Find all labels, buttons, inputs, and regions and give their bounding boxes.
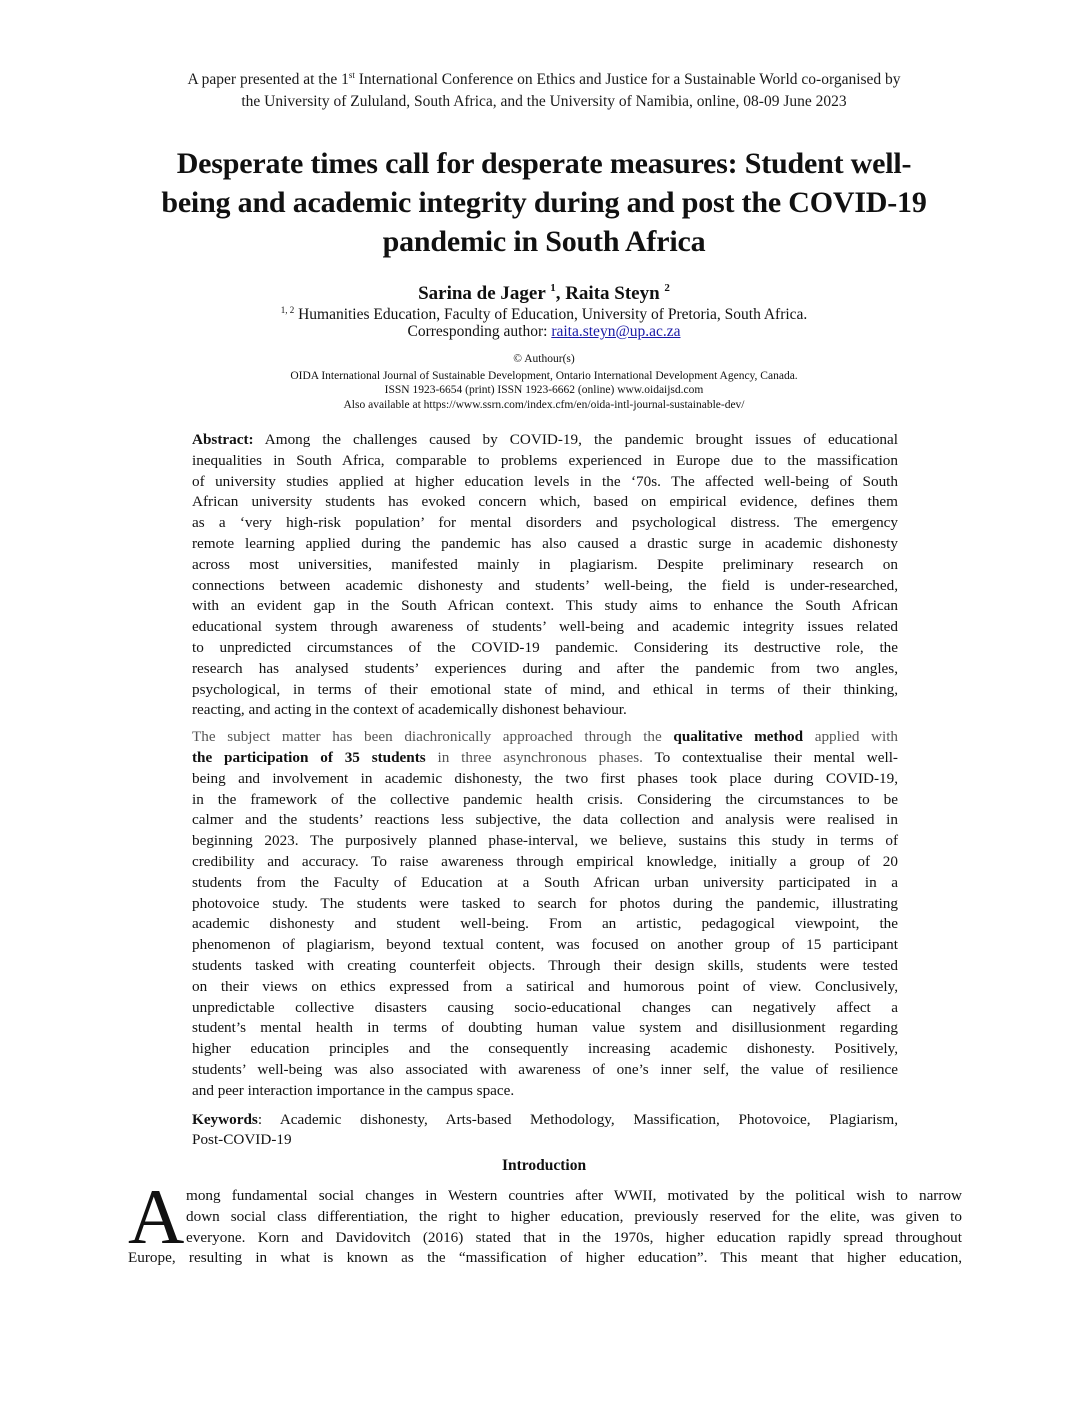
conference-note — [0, 64, 1088, 113]
text-line: calmer and the students’ reactions less subjective, the data collection and analysis were realised in — [192, 811, 898, 829]
text-line: research has analysed students’ experiences during and after the pandemic from two angles, — [192, 659, 898, 677]
text-line: higher education principles and the consequently increasing academic dishonesty. Positively, — [192, 1040, 898, 1058]
text-line: beginning 2023. The purposively planned phase-interval, we believe, sustains this study in terms of — [192, 832, 898, 850]
text-line: Keywords: Academic dishonesty, Arts-based Methodology, Massification, Photovoice, Plagiarism, — [192, 1110, 898, 1128]
abstract — [192, 430, 898, 1151]
text-line: Abstract: Among the challenges caused by COVID-19, the pandemic brought issues of educational — [192, 431, 898, 448]
title-line: Desperate times call for desperate measures: Student well- — [176, 147, 912, 180]
text-line: psychological, in terms of their emotional state of mind, and ethical in terms of their thinking, — [192, 680, 898, 698]
title-line: pandemic in South Africa — [382, 225, 706, 258]
text-line: with an evident gap in the South African context. This study aims to enhance the South African — [192, 597, 898, 615]
text-line: everyone. Korn and Davidovitch (2016) stated that in the 1970s, higher education rapidly spread throughout — [186, 1228, 962, 1246]
text-line: phenomenon of plagiarism, beyond textual content, was focused on another group of 15 participant — [192, 936, 898, 954]
text-line: and peer interaction importance in the campus space. — [192, 1081, 515, 1099]
keywords-label: Keywords — [192, 1110, 258, 1128]
paper-title — [100, 144, 988, 261]
text-line: on their views on ethics expressed from a satirical and humorous point of view. Conclusively, — [192, 977, 898, 995]
abstract-paragraph-2 — [192, 727, 898, 1101]
text-line: The subject matter has been diachronically approached through the qualitative method applied with — [192, 728, 899, 746]
text-line: in the framework of the collective pandemic health crisis. Considering the circumstances to be — [192, 790, 898, 808]
text-line: academic dishonesty and student well-being. From an artistic, pedagogical viewpoint, the — [192, 915, 898, 933]
text-line: credibility and accuracy. To raise awareness through empirical knowledge, initially a group of 20 — [192, 852, 898, 870]
text-line: across most universities, manifested mainly in plagiarism. Despite preliminary research on — [192, 555, 898, 573]
journal-name: OIDA International Journal of Sustainable Development, Ontario International Development Agency, Canada. — [290, 369, 798, 382]
text-line: connections between academic dishonesty and students’ well-being, the field is under-researched, — [192, 576, 898, 594]
conference-line-2: the University of Zululand, South Africa, and the University of Namibia, online, 08-09 June 2023 — [241, 93, 847, 110]
title-line: being and academic integrity during and post the COVID-19 — [161, 186, 927, 219]
text-line: students tasked with creating counterfeit objects. Through their design skills, students were tested — [192, 956, 898, 974]
affiliation: $^{1, 2}$ Humanities Education, Faculty of Education, University of Pretoria, South Africa. — [280, 305, 808, 323]
text-line: unpredictable collective disasters causing socio-educational changes can negatively affect a — [192, 998, 898, 1016]
text-line: inequalities in South Africa, comparable to problems experienced in Europe due to the massification — [192, 451, 898, 469]
email-link[interactable]: raita.steyn@up.ac.za — [551, 323, 681, 340]
text-line: the participation of 35 students in three asynchronous phases. To contextualise their mental well- — [192, 748, 898, 766]
publication-info — [0, 352, 1088, 412]
availability: Also available at https://www.ssrn.com/index.cfm/en/oida-intl-journal-sustainable-dev/ — [343, 398, 745, 411]
text-line: reacting, and acting in the context of academically dishonest behaviour. — [192, 701, 627, 719]
text-line: Europe, resulting in what is known as the “massification of higher education”. This meant that higher education, — [128, 1249, 962, 1267]
text-line: down social class differentiation, the right to higher education, previously reserved for the elite, was given to — [186, 1207, 962, 1225]
text-line: educational system through awareness of students’ well-being and academic integrity issues related — [192, 618, 898, 636]
author-list: Sarina de Jager $^1$, Raita Steyn $^2$ — [418, 282, 670, 304]
text-line: students from the Faculty of Education at a South African urban university participated in a — [192, 873, 898, 891]
text-line: as a ‘very high-risk population’ for mental disorders and psychological distress. The emergency — [192, 514, 898, 532]
abstract-paragraph-1 — [192, 430, 898, 721]
keywords — [192, 1110, 898, 1152]
section-heading-introduction: Introduction — [501, 1157, 587, 1174]
text-line: African university students has evoked concern which, based on empirical evidence, defines them — [192, 493, 898, 511]
text-line: Post-COVID-19 — [192, 1131, 292, 1149]
text-line: mong fundamental social changes in Western countries after WWII, motivated by the political wish to narrow — [186, 1187, 962, 1204]
author-name: Raita Steyn — [565, 283, 665, 304]
conference-line-1: A paper presented at the 1st International Conference on Ethics and Justice for a Sustainable World co-organised by — [187, 70, 901, 88]
text-line: to unpredicted circumstances of the COVID-19 pandemic. Considering its destructive role, the — [192, 638, 898, 656]
drop-cap: A — [128, 1173, 185, 1260]
abstract-label: Abstract: — [192, 431, 254, 448]
corresponding-author: Corresponding author: raita.steyn@up.ac.za — [407, 323, 681, 340]
text-line: photovoice study. The students were tasked to search for photos during the pandemic, illustrating — [192, 894, 898, 912]
introduction-body — [128, 1173, 962, 1269]
author-name: Sarina de Jager — [418, 283, 551, 304]
text-line: being and involvement in academic dishonesty, the two first phases took place during COVID-19, — [192, 769, 898, 787]
copyright: © Authour(s) — [513, 353, 575, 365]
text-line: students’ well-being was also associated with awareness of one’s inner self, the value of resilience — [192, 1060, 898, 1078]
text-line: of university studies applied at higher education levels in the ‘70s. The affected well-being of South — [192, 472, 898, 490]
text-line: remote learning applied during the pandemic has also caused a drastic surge in academic dishonesty — [192, 534, 898, 552]
issn: ISSN 1923-6654 (print) ISSN 1923-6662 (online) www.oidaijsd.com — [384, 384, 704, 396]
text-line: student’s mental health in terms of doubting human value system and disillusionment regarding — [192, 1019, 898, 1037]
